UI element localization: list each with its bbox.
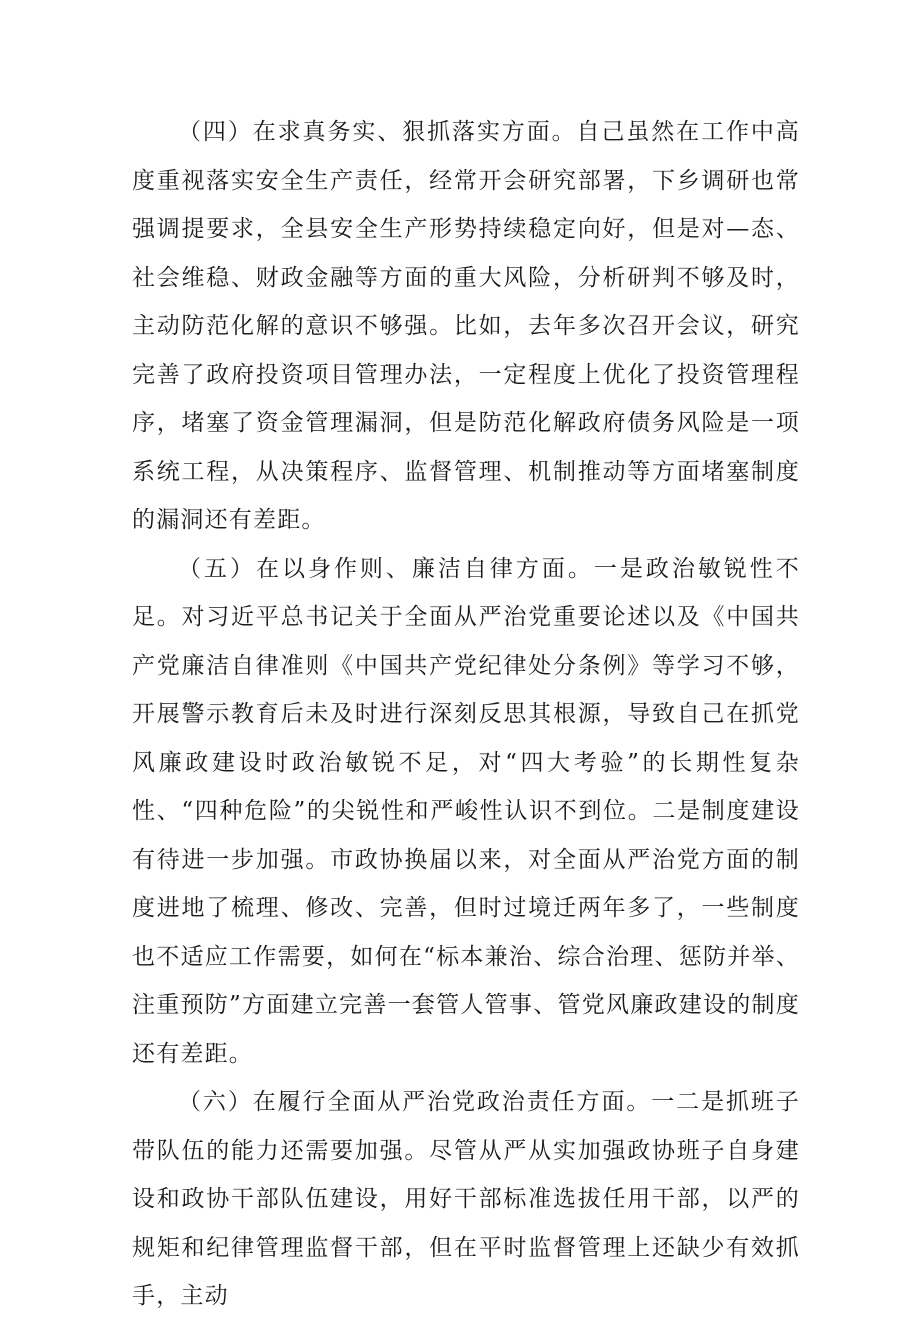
paragraph-five: （五）在以身作则、廉洁自律方面。一是政治敏锐性不足。对习近平总书记关于全面从严治党重要论述以及《中国共产党廉洁自律准则《中国共产党纪律处分条例》等学习不够，开展警示教育后未及时进行深刻反思其根源，导致自己在抓党风廉政建设时政治敏锐不足，对“四大考验”的长期性复杂性、“四种危险”的尖锐性和严峻性认识不到位。二是制度建设有待进一步加强。市政协换届以来，对全面从严治党方面的制度进地了梳理、修改、完善，但时过境迁两年多了，一些制度也不适应工作需要，如何在“标本兼治、综合治理、惩防并举、注重预防”方面建立完善一套管人管事、管党风廉政建设的制度还有差距。 (132, 555, 800, 1067)
paragraph-six: （六）在履行全面从严治党政治责任方面。一二是抓班子带队伍的能力还需要加强。尽管从严从实加强政协班子自身建设和政协干部队伍建设，用好干部标准选拔任用干部，以严的规矩和纪律管理监督干部，但在平时监督管理上还缺少有效抓手，主动 (132, 1089, 800, 1309)
document-body (132, 108, 800, 1321)
paragraph-four: （四）在求真务实、狠抓落实方面。自己虽然在工作中高度重视落实安全生产责任，经常开会研究部署，下乡调研也常强调提要求，全县安全生产形势持续稳定向好，但是对—态、社会维稳、财政金融等方面的重大风险，分析研判不够及时，主动防范化解的意识不够强。比如，去年多次召开会议，研究完善了政府投资项目管理办法，一定程度上优化了投资管理程序，堵塞了资金管理漏洞，但是防范化解政府债务风险是一项系统工程，从决策程序、监督管理、机制推动等方面堵塞制度的漏洞还有差距。 (132, 119, 800, 533)
